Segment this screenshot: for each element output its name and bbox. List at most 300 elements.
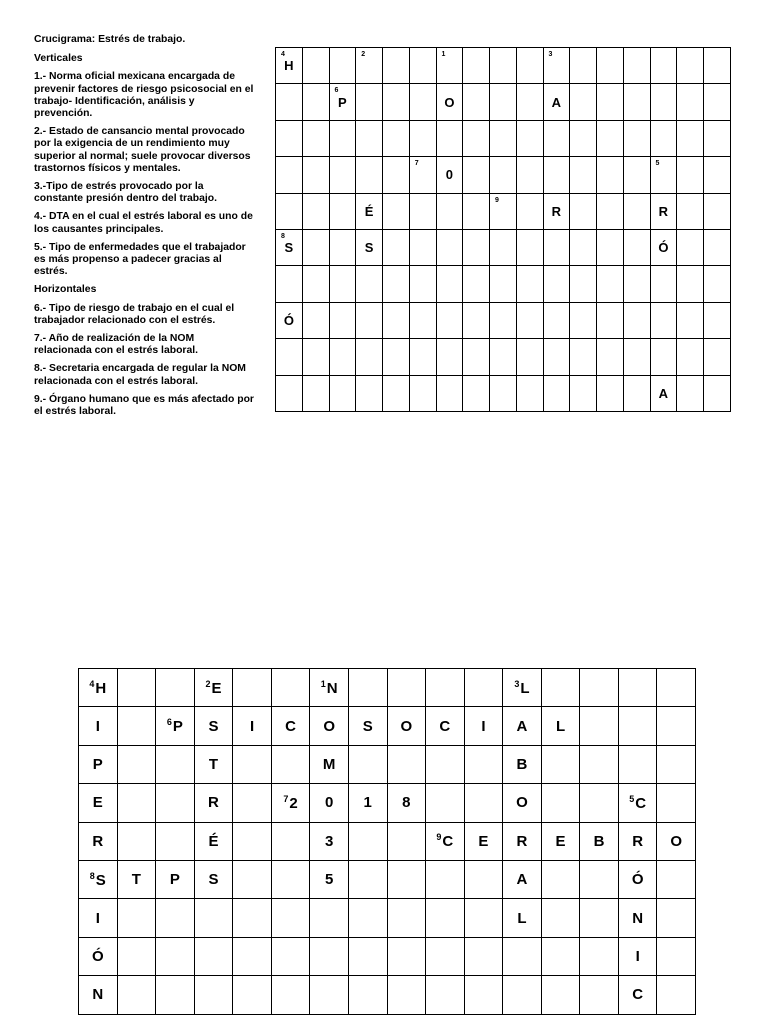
- solution-grid: [78, 668, 696, 1015]
- solution-cell: [503, 745, 542, 783]
- solution-cell: [580, 745, 619, 783]
- puzzle-cell: [302, 84, 329, 120]
- puzzle-cell: [409, 375, 436, 411]
- cell-letter: E: [478, 832, 489, 850]
- cell-letter: Ó: [631, 871, 644, 889]
- solution-cell: [464, 707, 503, 745]
- solution-cell: [426, 669, 465, 707]
- puzzle-cell: [409, 339, 436, 375]
- solution-cell: [426, 976, 465, 1014]
- puzzle-cell: [597, 339, 624, 375]
- puzzle-cell: [677, 84, 704, 120]
- cell-letter: Ó: [283, 312, 294, 328]
- puzzle-cell: [436, 375, 463, 411]
- cell-letter: 8: [402, 794, 411, 812]
- solution-cell: [194, 860, 233, 898]
- clue-vertical-1: 1.- Norma oficial mexicana encargada de prevenir factores de riesgo psicosocial en el trabajo- Identificación, análisis y prevención.: [34, 71, 254, 120]
- puzzle-cell: [516, 120, 543, 156]
- solution-cell: [387, 899, 426, 937]
- puzzle-row: [276, 302, 731, 338]
- puzzle-cell: [276, 193, 303, 229]
- puzzle-cell: [570, 302, 597, 338]
- solution-cell: [271, 976, 310, 1014]
- puzzle-cell: [329, 375, 356, 411]
- puzzle-cell: [516, 302, 543, 338]
- cell-letter: O: [516, 794, 528, 812]
- puzzle-cell: [704, 48, 731, 84]
- solution-cell: [541, 860, 580, 898]
- solution-cell: [156, 937, 195, 975]
- puzzle-cell: [383, 193, 410, 229]
- solution-cell: [79, 784, 118, 822]
- clue-number: 1: [320, 678, 326, 689]
- solution-cell: [79, 822, 118, 860]
- puzzle-cell: [516, 339, 543, 375]
- solution-cell: [348, 860, 387, 898]
- puzzle-cell: [650, 84, 677, 120]
- puzzle-cell: [677, 266, 704, 302]
- cell-letter: A: [516, 717, 528, 735]
- puzzle-cell: [409, 120, 436, 156]
- clue-number: 8: [89, 870, 95, 881]
- clue-number: 9: [436, 832, 442, 843]
- solution-cell: [541, 669, 580, 707]
- puzzle-row: [276, 120, 731, 156]
- solution-cell: [503, 899, 542, 937]
- puzzle-cell: [570, 193, 597, 229]
- solution-cell: [79, 899, 118, 937]
- puzzle-row: [276, 48, 731, 84]
- solution-cell: [580, 784, 619, 822]
- puzzle-cell: [436, 157, 463, 193]
- cell-letter: I: [249, 717, 255, 735]
- solution-row: [79, 707, 696, 745]
- puzzle-cell: [276, 120, 303, 156]
- clue-number: 2: [205, 678, 211, 689]
- puzzle-cell: [704, 229, 731, 265]
- cell-letter: 2: [289, 794, 298, 812]
- solution-cell: [79, 976, 118, 1014]
- solution-cell: [464, 976, 503, 1014]
- puzzle-cell: [490, 229, 517, 265]
- puzzle-cell: [623, 375, 650, 411]
- solution-cell: [79, 937, 118, 975]
- puzzle-cell: [383, 120, 410, 156]
- puzzle-cell: [490, 48, 517, 84]
- puzzle-cell: [704, 375, 731, 411]
- solution-cell: [348, 937, 387, 975]
- puzzle-cell: [356, 48, 383, 84]
- puzzle-cell: [463, 229, 490, 265]
- puzzle-cell: [463, 48, 490, 84]
- puzzle-cell: [623, 48, 650, 84]
- solution-cell: [618, 976, 657, 1014]
- puzzle-cell: [463, 339, 490, 375]
- puzzle-cell: [623, 302, 650, 338]
- puzzle-cell: [383, 339, 410, 375]
- puzzle-cell: [516, 229, 543, 265]
- clue-horizontal-8: 8.- Secretaria encargada de regular la NOM relacionada con el estrés laboral.: [34, 363, 246, 387]
- clue-number: 3: [548, 51, 553, 58]
- puzzle-cell: [650, 48, 677, 84]
- puzzle-cell: [356, 375, 383, 411]
- puzzle-cell: [463, 266, 490, 302]
- puzzle-cell: [623, 339, 650, 375]
- solution-cell: [117, 976, 156, 1014]
- puzzle-cell: [356, 266, 383, 302]
- puzzle-cell: [543, 339, 570, 375]
- puzzle-cell: [623, 193, 650, 229]
- solution-cell: [387, 937, 426, 975]
- cell-letter: C: [439, 717, 451, 735]
- puzzle-cell: [704, 193, 731, 229]
- solution-cell: [657, 669, 696, 707]
- cell-letter: S: [208, 717, 219, 735]
- puzzle-cell: [436, 302, 463, 338]
- solution-cell: [580, 822, 619, 860]
- clue-vertical-2: 2.- Estado de cansancio mental provocado por la exigencia de un rendimiento muy superior al normal; suele provocar diversos trastornos físicos y mentales.: [34, 126, 251, 174]
- solution-cell: [503, 669, 542, 707]
- clue-number: 6: [334, 87, 339, 95]
- solution-cell: [580, 669, 619, 707]
- solution-cell: [464, 745, 503, 783]
- solution-cell: [387, 669, 426, 707]
- puzzle-cell: [329, 266, 356, 302]
- solution-cell: [79, 745, 118, 783]
- cell-letter: O: [670, 832, 683, 850]
- puzzle-cell: [677, 120, 704, 156]
- puzzle-cell: [570, 229, 597, 265]
- solution-cell: [156, 822, 195, 860]
- solution-cell: [194, 822, 233, 860]
- solution-cell: [541, 745, 580, 783]
- solution-cell: [310, 860, 349, 898]
- puzzle-cell: [650, 302, 677, 338]
- puzzle-cell: [329, 84, 356, 120]
- solution-cell: [657, 784, 696, 822]
- solution-cell: [657, 860, 696, 898]
- puzzle-cell: [409, 84, 436, 120]
- horizontales-heading: Horizontales: [34, 284, 97, 296]
- solution-cell: [541, 822, 580, 860]
- solution-cell: [348, 707, 387, 745]
- solution-cell: [464, 937, 503, 975]
- puzzle-cell: [570, 120, 597, 156]
- puzzle-cell: [463, 157, 490, 193]
- puzzle-cell: [677, 193, 704, 229]
- puzzle-cell: [409, 266, 436, 302]
- puzzle-row: [276, 229, 731, 265]
- puzzle-cell: [516, 48, 543, 84]
- solution-cell: [271, 860, 310, 898]
- cell-letter: E: [92, 794, 103, 812]
- cell-letter: L: [555, 717, 566, 735]
- solution-cell: [117, 822, 156, 860]
- solution-row: [79, 976, 696, 1014]
- puzzle-cell: [463, 302, 490, 338]
- puzzle-cell: [570, 339, 597, 375]
- puzzle-cell: [677, 157, 704, 193]
- puzzle-cell: [329, 48, 356, 84]
- solution-cell: [233, 745, 272, 783]
- solution-row: [79, 784, 696, 822]
- solution-row: [79, 860, 696, 898]
- puzzle-cell: [409, 302, 436, 338]
- puzzle-cell: [516, 193, 543, 229]
- solution-cell: [117, 899, 156, 937]
- puzzle-cell: [436, 120, 463, 156]
- puzzle-cell: [490, 375, 517, 411]
- solution-cell: [580, 937, 619, 975]
- solution-cell: [464, 860, 503, 898]
- puzzle-cell: [597, 157, 624, 193]
- cell-letter: 3: [324, 832, 334, 850]
- solution-cell: [194, 745, 233, 783]
- puzzle-row: [276, 84, 731, 120]
- puzzle-cell: [543, 229, 570, 265]
- cell-letter: 5: [324, 871, 334, 889]
- cell-letter: 0: [445, 167, 453, 183]
- puzzle-cell: [463, 375, 490, 411]
- puzzle-cell: [543, 375, 570, 411]
- puzzle-cell: [329, 157, 356, 193]
- solution-cell: [426, 707, 465, 745]
- solution-cell: [348, 669, 387, 707]
- puzzle-cell: [302, 48, 329, 84]
- cell-letter: Ó: [658, 240, 669, 256]
- puzzle-cell: [597, 229, 624, 265]
- solution-cell: [618, 899, 657, 937]
- solution-cell: [387, 860, 426, 898]
- puzzle-cell: [383, 229, 410, 265]
- puzzle-cell: [329, 302, 356, 338]
- solution-cell: [426, 822, 465, 860]
- solution-cell: [156, 860, 195, 898]
- solution-cell: [503, 822, 542, 860]
- solution-cell: [503, 976, 542, 1014]
- solution-cell: [618, 860, 657, 898]
- puzzle-grid: [275, 47, 731, 412]
- cell-letter: C: [635, 794, 647, 812]
- solution-row: [79, 745, 696, 783]
- puzzle-cell: [623, 120, 650, 156]
- clue-number: 6: [166, 717, 172, 728]
- cell-letter: 1: [363, 794, 372, 812]
- puzzle-cell: [356, 157, 383, 193]
- clue-horizontal-9: 9.- Órgano humano que es más afectado por el estrés laboral.: [34, 393, 254, 418]
- clue-number: 3: [514, 678, 520, 689]
- puzzle-cell: [677, 229, 704, 265]
- solution-cell: [387, 784, 426, 822]
- clue-number: 5: [655, 160, 660, 168]
- puzzle-cell: [409, 229, 436, 265]
- puzzle-cell: [597, 302, 624, 338]
- puzzle-cell: [516, 84, 543, 120]
- solution-cell: [233, 822, 272, 860]
- puzzle-cell: [490, 193, 517, 229]
- puzzle-cell: [704, 266, 731, 302]
- cell-letter: L: [517, 909, 527, 927]
- solution-cell: [618, 784, 657, 822]
- solution-cell: [503, 707, 542, 745]
- solution-cell: [310, 899, 349, 937]
- puzzle-cell: [623, 229, 650, 265]
- puzzle-cell: [302, 157, 329, 193]
- solution-cell: [233, 937, 272, 975]
- cell-letter: N: [632, 909, 644, 927]
- solution-cell: [194, 899, 233, 937]
- solution-cell: [194, 784, 233, 822]
- puzzle-cell: [543, 157, 570, 193]
- solution-cell: [464, 784, 503, 822]
- puzzle-cell: [597, 266, 624, 302]
- cell-letter: S: [208, 871, 219, 889]
- puzzle-cell: [570, 375, 597, 411]
- puzzle-cell: [704, 120, 731, 156]
- cell-letter: B: [593, 832, 605, 850]
- solution-cell: [657, 745, 696, 783]
- puzzle-cell: [516, 157, 543, 193]
- solution-cell: [541, 707, 580, 745]
- puzzle-cell: [329, 193, 356, 229]
- solution-cell: [194, 976, 233, 1014]
- solution-cell: [194, 669, 233, 707]
- puzzle-row: [276, 157, 731, 193]
- solution-cell: [117, 669, 156, 707]
- clue-number: 7: [283, 793, 289, 804]
- puzzle-cell: [597, 375, 624, 411]
- cell-letter: N: [92, 986, 104, 1004]
- solution-cell: [194, 937, 233, 975]
- cell-letter: O: [444, 94, 455, 110]
- solution-cell: [657, 937, 696, 975]
- puzzle-cell: [302, 266, 329, 302]
- clue-horizontal-7: 7.- Año de realización de la NOM relacionada con el estrés laboral.: [34, 333, 199, 357]
- puzzle-cell: [356, 339, 383, 375]
- solution-cell: [657, 899, 696, 937]
- cell-letter: T: [131, 871, 141, 889]
- clue-number: 5: [629, 793, 635, 804]
- puzzle-cell: [490, 120, 517, 156]
- puzzle-cell: [570, 84, 597, 120]
- puzzle-cell: [356, 229, 383, 265]
- puzzle-cell: [543, 302, 570, 338]
- crossword-title: Crucigrama: Estrés de trabajo.: [34, 34, 186, 45]
- solution-cell: [426, 745, 465, 783]
- puzzle-cell: [436, 266, 463, 302]
- solution-cell: [156, 707, 195, 745]
- puzzle-cell: [650, 157, 677, 193]
- solution-cell: [426, 784, 465, 822]
- solution-cell: [348, 784, 387, 822]
- clue-number: 1: [441, 51, 446, 58]
- puzzle-cell: [302, 302, 329, 338]
- solution-cell: [387, 976, 426, 1014]
- puzzle-cell: [356, 84, 383, 120]
- puzzle-cell: [650, 266, 677, 302]
- puzzle-cell: [302, 229, 329, 265]
- clue-number: 2: [361, 51, 366, 58]
- cell-letter: H: [284, 58, 294, 74]
- puzzle-cell: [383, 157, 410, 193]
- solution-cell: [117, 937, 156, 975]
- puzzle-cell: [276, 229, 303, 265]
- solution-cell: [117, 784, 156, 822]
- solution-cell: [233, 860, 272, 898]
- solution-cell: [503, 937, 542, 975]
- cell-letter: R: [632, 832, 644, 850]
- solution-cell: [156, 669, 195, 707]
- puzzle-cell: [436, 339, 463, 375]
- solution-cell: [156, 976, 195, 1014]
- solution-cell: [426, 899, 465, 937]
- solution-cell: [117, 860, 156, 898]
- solution-cell: [348, 899, 387, 937]
- puzzle-cell: [383, 48, 410, 84]
- solution-cell: [618, 822, 657, 860]
- puzzle-cell: [329, 229, 356, 265]
- puzzle-cell: [276, 375, 303, 411]
- solution-cell: [233, 707, 272, 745]
- puzzle-cell: [276, 157, 303, 193]
- puzzle-cell: [597, 120, 624, 156]
- solution-cell: [194, 707, 233, 745]
- solution-row: [79, 899, 696, 937]
- solution-cell: [79, 707, 118, 745]
- puzzle-cell: [463, 84, 490, 120]
- puzzle-cell: [597, 48, 624, 84]
- solution-cell: [310, 784, 349, 822]
- puzzle-cell: [704, 302, 731, 338]
- solution-cell: [233, 976, 272, 1014]
- puzzle-cell: [329, 339, 356, 375]
- clues-panel: [34, 34, 254, 424]
- cell-letter: T: [208, 755, 219, 773]
- puzzle-cell: [276, 266, 303, 302]
- cell-letter: I: [95, 909, 100, 927]
- puzzle-cell: [543, 48, 570, 84]
- puzzle-cell: [490, 266, 517, 302]
- cell-letter: 0: [324, 794, 334, 812]
- solution-cell: [580, 707, 619, 745]
- solution-row: [79, 937, 696, 975]
- puzzle-cell: [677, 48, 704, 84]
- solution-cell: [271, 937, 310, 975]
- cell-letter: S: [362, 717, 373, 735]
- puzzle-cell: [650, 120, 677, 156]
- solution-cell: [657, 976, 696, 1014]
- puzzle-cell: [276, 302, 303, 338]
- solution-cell: [541, 784, 580, 822]
- puzzle-cell: [276, 48, 303, 84]
- solution-cell: [233, 784, 272, 822]
- puzzle-cell: [704, 157, 731, 193]
- puzzle-cell: [543, 120, 570, 156]
- solution-cell: [310, 669, 349, 707]
- solution-cell: [271, 707, 310, 745]
- solution-cell: [426, 860, 465, 898]
- cell-letter: B: [516, 755, 528, 773]
- solution-row: [79, 822, 696, 860]
- puzzle-cell: [677, 302, 704, 338]
- solution-cell: [271, 784, 310, 822]
- cell-letter: N: [326, 679, 338, 697]
- cell-letter: L: [520, 679, 530, 697]
- puzzle-cell: [677, 339, 704, 375]
- puzzle-row: [276, 266, 731, 302]
- cell-letter: I: [481, 717, 486, 735]
- puzzle-cell: [383, 375, 410, 411]
